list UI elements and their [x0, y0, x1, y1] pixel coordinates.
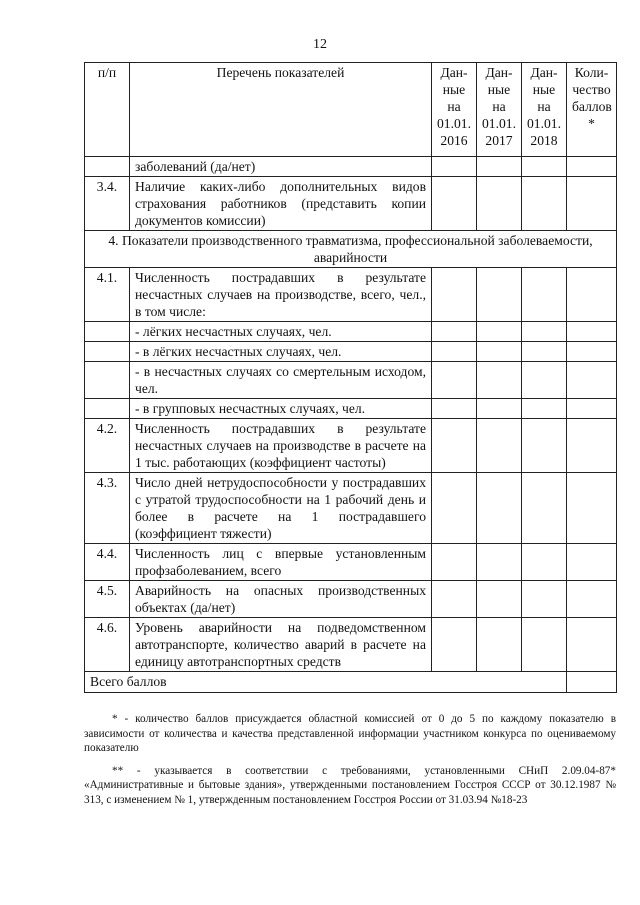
footnote-2: ** - указывается в соответствии с требованиями, установленными СНиП 2.09.04-87* «Административные и бытовые здания», утвержденными постановлением Госстроя СССР от 30.12.1987 № 313, с изменением № 1, утвержденным постановлением Госстроя России от 31.03.94 №18-23	[84, 764, 616, 806]
row-text: Численность лиц с впервые установленным профзаболеванием, всего	[130, 544, 432, 581]
table-row	[85, 157, 617, 177]
table-row	[85, 618, 617, 672]
header-num: п/п	[85, 63, 130, 157]
table-row	[85, 177, 617, 231]
table-row	[85, 419, 617, 473]
row-text: Уровень аварийности на подведомственном автотранспорте, количество аварий в расчете на единицу автотранспортных средств	[130, 618, 432, 672]
row-text: - в лёгких несчастных случаях, чел.	[130, 342, 432, 362]
row-text: Аварийность на опасных производственных объектах (да/нет)	[130, 581, 432, 618]
row-num: 4.6.	[85, 618, 130, 672]
row-num: 4.4.	[85, 544, 130, 581]
row-num: 4.3.	[85, 473, 130, 544]
total-row	[85, 672, 617, 693]
total-label: Всего баллов	[85, 672, 567, 693]
table-row	[85, 544, 617, 581]
total-score-cell	[567, 672, 617, 693]
row-text: Наличие каких-либо дополнительных видов страхования работников (представить копии документов комиссии)	[130, 177, 432, 231]
table-row	[85, 362, 617, 399]
row-num: 4.1.	[85, 268, 130, 322]
row-text: - в несчастных случаях со смертельным исходом, чел.	[130, 362, 432, 399]
row-num	[85, 322, 130, 342]
row-num	[85, 157, 130, 177]
section-heading: 4. Показатели производственного травматизма, профессиональной заболеваемости, аварийности	[85, 231, 617, 268]
table-row	[85, 268, 617, 322]
page-number: 12	[313, 37, 327, 52]
row-text: Численность пострадавших в результате несчастных случаев на производстве в расчете на 1 тыс. работающих (коэффициент частоты)	[130, 419, 432, 473]
row-num	[85, 342, 130, 362]
table-header-row	[85, 63, 617, 157]
table-row	[85, 473, 617, 544]
table-row	[85, 322, 617, 342]
table-row	[85, 342, 617, 362]
footnotes	[84, 712, 616, 815]
row-num: 4.2.	[85, 419, 130, 473]
header-indicators: Перечень показателей	[130, 63, 432, 157]
header-data-2018: Дан- ные на 01.01. 2018	[522, 63, 567, 157]
section-heading-row	[85, 231, 617, 268]
row-num	[85, 362, 130, 399]
row-text: Численность пострадавших в результате несчастных случаев на производстве, всего, чел., в том числе:	[130, 268, 432, 322]
row-text: - лёгких несчастных случаях, чел.	[130, 322, 432, 342]
table-row	[85, 581, 617, 618]
row-text: - в групповых несчастных случаях, чел.	[130, 399, 432, 419]
row-text: заболеваний (да/нет)	[130, 157, 432, 177]
footnote-1: * - количество баллов присуждается областной комиссией от 0 до 5 по каждому показателю в зависимости от количества и качества представленной информации участником конкурса по оцениваемому показателю	[84, 713, 616, 754]
row-num: 3.4.	[85, 177, 130, 231]
header-data-2016: Дан- ные на 01.01. 2016	[432, 63, 477, 157]
header-score: Коли- чество баллов *	[567, 63, 617, 157]
header-data-2017: Дан- ные на 01.01. 2017	[477, 63, 522, 157]
row-text: Число дней нетрудоспособности у пострадавших с утратой трудоспособности на 1 рабочий день и более в расчете на 1 пострадавшего (коэффициент тяжести)	[130, 473, 432, 544]
row-num	[85, 399, 130, 419]
indicators-table	[84, 62, 617, 693]
row-num: 4.5.	[85, 581, 130, 618]
table-row	[85, 399, 617, 419]
